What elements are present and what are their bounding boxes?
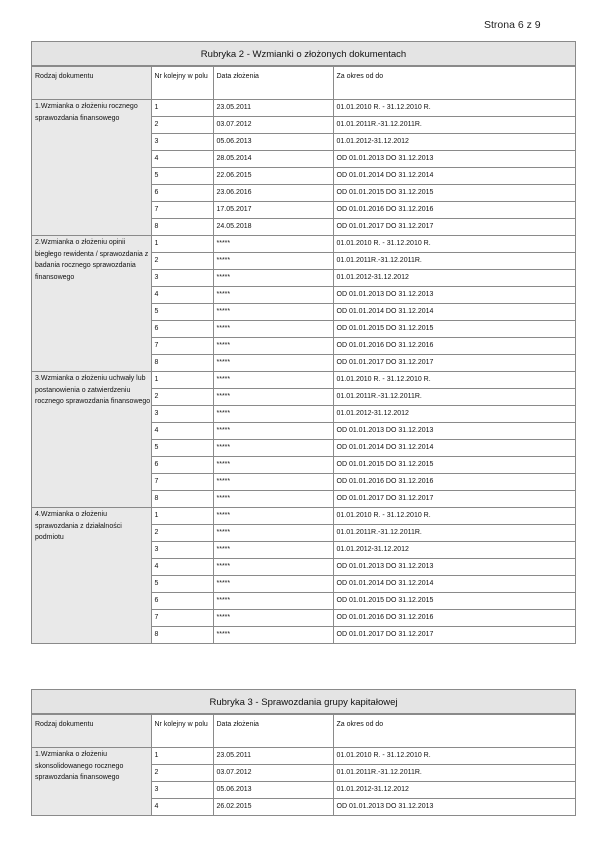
date-cell: ***** (213, 576, 333, 593)
period-cell: OD 01.01.2014 DO 31.12.2014 (333, 440, 575, 457)
header-period: Za okres od do (333, 67, 575, 100)
nr-cell: 6 (151, 321, 213, 338)
period-cell: OD 01.01.2013 DO 31.12.2013 (333, 287, 575, 304)
date-cell: 24.05.2018 (213, 219, 333, 236)
nr-cell: 4 (151, 287, 213, 304)
header-date: Data złożenia (213, 67, 333, 100)
nr-cell: 5 (151, 304, 213, 321)
nr-cell: 1 (151, 748, 213, 765)
table-row (32, 236, 575, 253)
nr-cell: 8 (151, 355, 213, 372)
date-cell: 03.07.2012 (213, 117, 333, 134)
period-cell: OD 01.01.2017 DO 31.12.2017 (333, 491, 575, 508)
period-cell: 01.01.2011R.-31.12.2011R. (333, 525, 575, 542)
date-cell: ***** (213, 253, 333, 270)
table-row (32, 100, 575, 117)
nr-cell: 2 (151, 765, 213, 782)
date-cell: ***** (213, 440, 333, 457)
nr-cell: 2 (151, 525, 213, 542)
date-cell: ***** (213, 423, 333, 440)
nr-cell: 1 (151, 100, 213, 117)
section-title: Rubryka 2 - Wzmianki o złożonych dokumentach (32, 42, 575, 66)
nr-cell: 7 (151, 610, 213, 627)
header-date: Data złożenia (213, 715, 333, 748)
date-cell: 22.06.2015 (213, 168, 333, 185)
period-cell: 01.01.2010 R. - 31.12.2010 R. (333, 372, 575, 389)
date-cell: ***** (213, 559, 333, 576)
nr-cell: 5 (151, 168, 213, 185)
nr-cell: 8 (151, 627, 213, 644)
date-cell: ***** (213, 270, 333, 287)
date-cell: 05.06.2013 (213, 134, 333, 151)
date-cell: ***** (213, 338, 333, 355)
period-cell: OD 01.01.2013 DO 31.12.2013 (333, 799, 575, 816)
page-number: Strona 6 z 9 (484, 19, 541, 31)
date-cell: ***** (213, 236, 333, 253)
date-cell: 05.06.2013 (213, 782, 333, 799)
table-row (32, 372, 575, 389)
nr-cell: 4 (151, 799, 213, 816)
header-nr: Nr kolejny w polu (151, 715, 213, 748)
section-title: Rubryka 3 - Sprawozdania grupy kapitałowej (32, 690, 575, 714)
date-cell: 26.02.2015 (213, 799, 333, 816)
period-cell: 01.01.2010 R. - 31.12.2010 R. (333, 236, 575, 253)
nr-cell: 3 (151, 406, 213, 423)
document-type-cell: 4.Wzmianka o złożeniu sprawozdania z działalności podmiotu (32, 508, 151, 644)
period-cell: OD 01.01.2017 DO 31.12.2017 (333, 355, 575, 372)
document-type-cell: 3.Wzmianka o złożeniu uchwały lub postanowienia o zatwierdzeniu rocznego sprawozdania finansowego (32, 372, 151, 508)
date-cell: ***** (213, 610, 333, 627)
nr-cell: 8 (151, 491, 213, 508)
date-cell: ***** (213, 457, 333, 474)
nr-cell: 6 (151, 457, 213, 474)
date-cell: 23.05.2011 (213, 100, 333, 117)
period-cell: OD 01.01.2017 DO 31.12.2017 (333, 219, 575, 236)
period-cell: OD 01.01.2016 DO 31.12.2016 (333, 338, 575, 355)
period-cell: OD 01.01.2013 DO 31.12.2013 (333, 151, 575, 168)
period-cell: OD 01.01.2016 DO 31.12.2016 (333, 202, 575, 219)
period-cell: OD 01.01.2013 DO 31.12.2013 (333, 559, 575, 576)
document-type-cell: 2.Wzmianka o złożeniu opinii biegłego rewidenta / sprawozdania z badania rocznego sprawozdania finansowego (32, 236, 151, 372)
period-cell: 01.01.2011R.-31.12.2011R. (333, 117, 575, 134)
nr-cell: 8 (151, 219, 213, 236)
nr-cell: 2 (151, 389, 213, 406)
date-cell: ***** (213, 474, 333, 491)
date-cell: ***** (213, 508, 333, 525)
nr-cell: 5 (151, 576, 213, 593)
section-rubryka-3 (31, 689, 576, 816)
date-cell: ***** (213, 593, 333, 610)
document-type-cell: 1.Wzmianka o złożeniu skonsolidowanego rocznego sprawozdania finansowego (32, 748, 151, 816)
nr-cell: 5 (151, 440, 213, 457)
nr-cell: 6 (151, 185, 213, 202)
nr-cell: 7 (151, 202, 213, 219)
nr-cell: 4 (151, 559, 213, 576)
date-cell: ***** (213, 627, 333, 644)
date-cell: ***** (213, 287, 333, 304)
date-cell: ***** (213, 304, 333, 321)
period-cell: OD 01.01.2017 DO 31.12.2017 (333, 627, 575, 644)
nr-cell: 6 (151, 593, 213, 610)
header-period: Za okres od do (333, 715, 575, 748)
period-cell: OD 01.01.2014 DO 31.12.2014 (333, 576, 575, 593)
period-cell: 01.01.2012-31.12.2012 (333, 782, 575, 799)
header-doc-type: Rodzaj dokumentu (32, 67, 151, 100)
table-row (32, 508, 575, 525)
nr-cell: 4 (151, 151, 213, 168)
nr-cell: 7 (151, 474, 213, 491)
date-cell: 03.07.2012 (213, 765, 333, 782)
nr-cell: 4 (151, 423, 213, 440)
date-cell: ***** (213, 389, 333, 406)
date-cell: ***** (213, 491, 333, 508)
nr-cell: 1 (151, 236, 213, 253)
period-cell: 01.01.2011R.-31.12.2011R. (333, 389, 575, 406)
period-cell: OD 01.01.2015 DO 31.12.2015 (333, 185, 575, 202)
period-cell: OD 01.01.2015 DO 31.12.2015 (333, 593, 575, 610)
period-cell: 01.01.2010 R. - 31.12.2010 R. (333, 100, 575, 117)
nr-cell: 3 (151, 270, 213, 287)
date-cell: ***** (213, 525, 333, 542)
nr-cell: 3 (151, 542, 213, 559)
period-cell: OD 01.01.2016 DO 31.12.2016 (333, 610, 575, 627)
section-rubryka-2 (31, 41, 576, 644)
date-cell: 23.06.2016 (213, 185, 333, 202)
header-row (32, 67, 575, 100)
nr-cell: 7 (151, 338, 213, 355)
nr-cell: 3 (151, 134, 213, 151)
period-cell: OD 01.01.2016 DO 31.12.2016 (333, 474, 575, 491)
date-cell: ***** (213, 321, 333, 338)
document-type-cell: 1.Wzmianka o złożeniu rocznego sprawozdania finansowego (32, 100, 151, 236)
documents-table (32, 66, 575, 644)
period-cell: OD 01.01.2014 DO 31.12.2014 (333, 168, 575, 185)
period-cell: 01.01.2011R.-31.12.2011R. (333, 253, 575, 270)
date-cell: 17.05.2017 (213, 202, 333, 219)
period-cell: OD 01.01.2013 DO 31.12.2013 (333, 423, 575, 440)
table-row (32, 748, 575, 765)
date-cell: ***** (213, 406, 333, 423)
date-cell: 23.05.2011 (213, 748, 333, 765)
nr-cell: 2 (151, 253, 213, 270)
nr-cell: 1 (151, 508, 213, 525)
period-cell: 01.01.2012-31.12.2012 (333, 406, 575, 423)
period-cell: 01.01.2011R.-31.12.2011R. (333, 765, 575, 782)
period-cell: 01.01.2010 R. - 31.12.2010 R. (333, 508, 575, 525)
date-cell: 28.05.2014 (213, 151, 333, 168)
header-doc-type: Rodzaj dokumentu (32, 715, 151, 748)
period-cell: OD 01.01.2015 DO 31.12.2015 (333, 321, 575, 338)
nr-cell: 2 (151, 117, 213, 134)
date-cell: ***** (213, 372, 333, 389)
period-cell: 01.01.2012-31.12.2012 (333, 134, 575, 151)
nr-cell: 1 (151, 372, 213, 389)
period-cell: OD 01.01.2014 DO 31.12.2014 (333, 304, 575, 321)
nr-cell: 3 (151, 782, 213, 799)
date-cell: ***** (213, 355, 333, 372)
header-nr: Nr kolejny w polu (151, 67, 213, 100)
period-cell: 01.01.2012-31.12.2012 (333, 270, 575, 287)
date-cell: ***** (213, 542, 333, 559)
period-cell: 01.01.2012-31.12.2012 (333, 542, 575, 559)
period-cell: 01.01.2010 R. - 31.12.2010 R. (333, 748, 575, 765)
group-reports-table (32, 714, 575, 816)
period-cell: OD 01.01.2015 DO 31.12.2015 (333, 457, 575, 474)
header-row (32, 715, 575, 748)
